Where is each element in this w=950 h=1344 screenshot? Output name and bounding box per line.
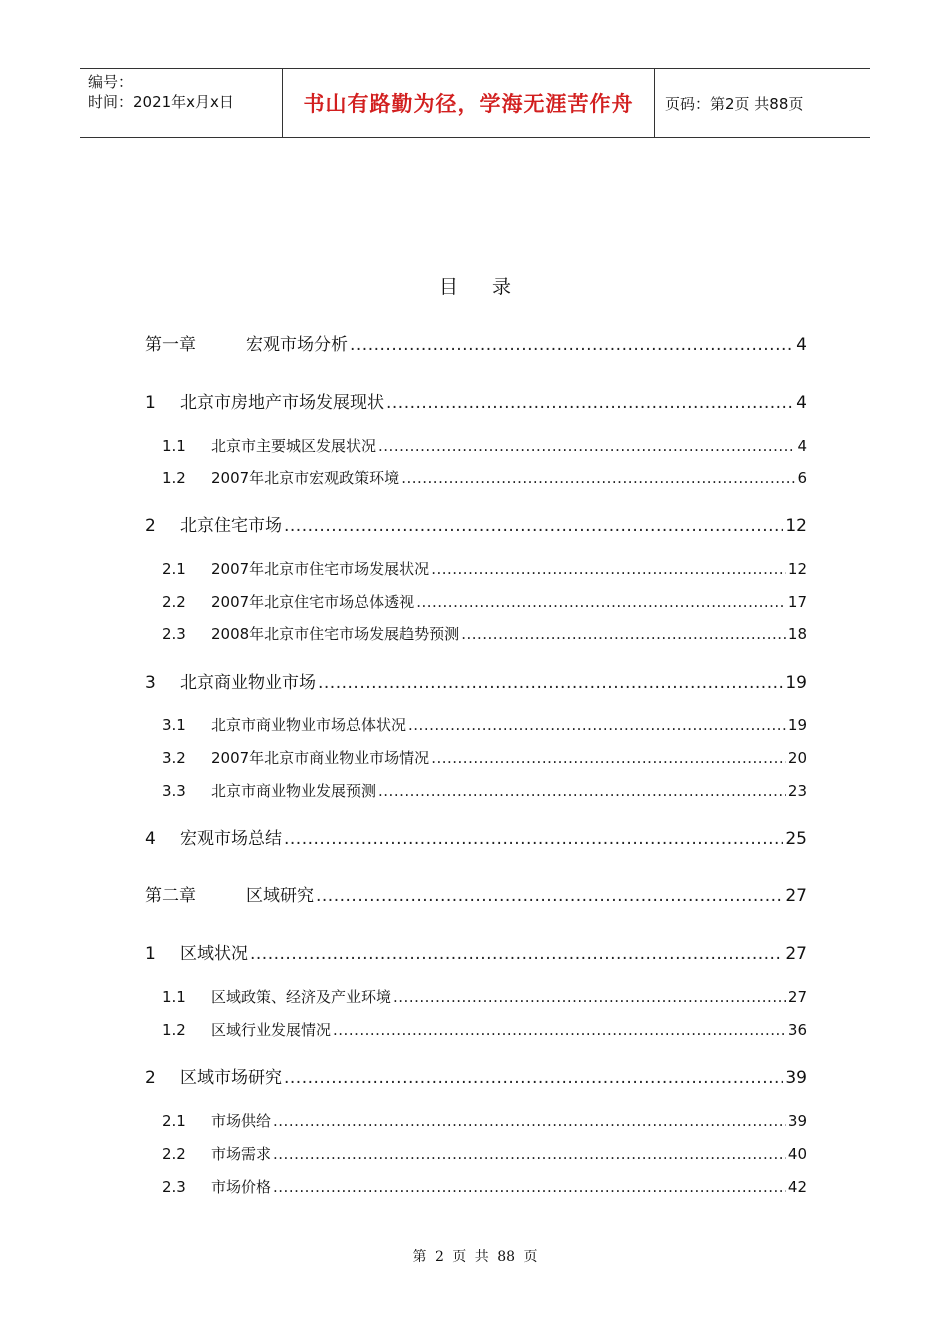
toc-entry-title: 宏观市场总结 — [180, 829, 282, 849]
toc-entry-page: 39 — [785, 1068, 807, 1088]
page-footer: 第 2 页 共 88 页 — [412, 1249, 538, 1265]
toc-entry-page: 39 — [787, 1112, 807, 1130]
toc-entry-title: 北京商业物业市场 — [180, 673, 316, 693]
toc-entry-subsection[interactable] — [145, 1176, 807, 1197]
toc-leader-dots — [250, 944, 783, 964]
toc-title: 目 录 — [438, 276, 526, 298]
toc-leader-dots — [350, 335, 794, 355]
toc-entry-title: 市场需求 — [211, 1145, 272, 1163]
toc-entry-page: 17 — [787, 593, 807, 611]
toc-entry-title: 2007年北京市住宅市场发展状况 — [211, 560, 430, 578]
toc-entry-number: 1.2 — [162, 1021, 186, 1039]
toc-entry-subsection[interactable] — [145, 714, 807, 735]
toc-entry-page: 4 — [796, 393, 807, 413]
toc-leader-dots — [401, 469, 795, 487]
toc-leader-dots — [318, 673, 783, 693]
toc-leader-dots — [393, 988, 786, 1006]
toc-entry-page: 27 — [787, 988, 807, 1006]
toc-entry-title: 北京市房地产市场发展现状 — [180, 393, 384, 413]
toc-entry-number: 2.2 — [162, 593, 186, 611]
toc-entry-number: 3.2 — [162, 749, 186, 767]
toc-entry-section[interactable] — [145, 824, 807, 849]
toc-entry-page: 20 — [787, 749, 807, 767]
toc-entry-title: 区域研究 — [246, 886, 314, 906]
toc-entry-number: 4 — [145, 829, 156, 849]
toc-entry-number: 2.3 — [162, 625, 186, 643]
toc-entry-page: 12 — [787, 560, 807, 578]
toc-entry-page: 12 — [785, 516, 807, 536]
toc-entry-page: 4 — [797, 437, 807, 455]
time-label: 时间：2021年x月x日 — [88, 93, 234, 111]
toc-entry-number: 2.1 — [162, 560, 186, 578]
toc-entry-section[interactable] — [145, 1063, 807, 1088]
header-meta — [80, 69, 282, 137]
toc-entry-subsection[interactable] — [145, 747, 807, 768]
toc-entry-title: 区域状况 — [180, 944, 248, 964]
toc-entry-number: 1.1 — [162, 988, 186, 1006]
toc-entry-section[interactable] — [145, 939, 807, 964]
toc-leader-dots — [378, 437, 795, 455]
toc-entry-page: 19 — [787, 716, 807, 734]
toc-entry-page: 40 — [787, 1145, 807, 1163]
toc-entry-title: 北京市商业物业发展预测 — [211, 782, 377, 800]
toc-entry-chapter-1[interactable] — [145, 330, 807, 355]
toc-entry-number: 3.3 — [162, 782, 186, 800]
toc-entry-title: 市场供给 — [211, 1112, 272, 1130]
toc-entry-number: 第一章 — [145, 335, 196, 355]
toc-leader-dots — [408, 716, 786, 734]
toc-leader-dots — [284, 1068, 783, 1088]
toc-entry-subsection[interactable] — [145, 558, 807, 579]
toc-entry-number: 2.3 — [162, 1178, 186, 1196]
toc-leader-dots — [431, 749, 786, 767]
toc-entry-subsection[interactable] — [145, 623, 807, 644]
toc-entry-number: 2 — [145, 516, 156, 536]
toc-entry-title: 区域市场研究 — [180, 1068, 282, 1088]
toc-entry-subsection[interactable] — [145, 591, 807, 612]
toc-leader-dots — [273, 1145, 786, 1163]
toc-entry-title: 2008年北京市住宅市场发展趋势预测 — [211, 625, 460, 643]
toc-entry-subsection[interactable] — [145, 435, 807, 456]
toc-entry-number: 第二章 — [145, 886, 196, 906]
toc-entry-number: 1 — [145, 393, 156, 413]
toc-entry-page: 18 — [787, 625, 807, 643]
toc-entry-page: 19 — [785, 673, 807, 693]
toc-leader-dots — [431, 560, 786, 578]
toc-entry-number: 1.2 — [162, 469, 186, 487]
toc-entry-title: 2007年北京市商业物业市场情况 — [211, 749, 430, 767]
toc-entry-page: 27 — [785, 886, 807, 906]
toc-entry-title: 区域政策、经济及产业环境 — [211, 988, 392, 1006]
serial-label: 编号： — [88, 73, 134, 91]
toc-leader-dots — [284, 829, 783, 849]
toc-entry-subsection[interactable] — [145, 1019, 807, 1040]
toc-entry-page: 23 — [787, 782, 807, 800]
toc-entry-title: 宏观市场分析 — [246, 335, 348, 355]
toc-entry-section[interactable] — [145, 511, 807, 536]
toc-leader-dots — [316, 886, 783, 906]
toc-entry-subsection[interactable] — [145, 986, 807, 1007]
toc-entry-subsection[interactable] — [145, 780, 807, 801]
toc-leader-dots — [273, 1178, 786, 1196]
toc-entry-number: 2 — [145, 1068, 156, 1088]
toc-entry-page: 6 — [797, 469, 807, 487]
toc-entry-page: 27 — [785, 944, 807, 964]
toc-leader-dots — [273, 1112, 786, 1130]
toc-entry-subsection[interactable] — [145, 467, 807, 488]
toc-entry-page: 4 — [796, 335, 807, 355]
toc-entry-number: 3 — [145, 673, 156, 693]
header-motto: 书山有路勤为径，学海无涯苦作舟 — [282, 69, 655, 137]
toc-leader-dots — [284, 516, 783, 536]
toc-entry-title: 区域行业发展情况 — [211, 1021, 332, 1039]
toc-entry-page: 25 — [785, 829, 807, 849]
toc-entry-title: 北京住宅市场 — [180, 516, 282, 536]
toc-entry-section[interactable] — [145, 668, 807, 693]
toc-entry-chapter-2[interactable] — [145, 881, 807, 906]
toc-entry-page: 36 — [787, 1021, 807, 1039]
toc-leader-dots — [416, 593, 786, 611]
toc-entry-number: 3.1 — [162, 716, 186, 734]
toc-leader-dots — [461, 625, 786, 643]
toc-entry-page: 42 — [787, 1178, 807, 1196]
toc-entry-title: 北京市商业物业市场总体状况 — [211, 716, 407, 734]
header-page-info: 页码：第2页 共88页 — [665, 94, 804, 113]
toc-leader-dots — [333, 1021, 786, 1039]
toc-entry-title: 2007年北京市宏观政策环境 — [211, 469, 400, 487]
toc-leader-dots — [378, 782, 786, 800]
toc-entry-section[interactable] — [145, 388, 807, 413]
toc-entry-title: 北京市主要城区发展状况 — [211, 437, 377, 455]
page-header — [80, 68, 870, 138]
toc-leader-dots — [386, 393, 794, 413]
toc-entry-subsection[interactable] — [145, 1110, 807, 1131]
toc-entry-number: 2.2 — [162, 1145, 186, 1163]
toc-entry-title: 2007年北京住宅市场总体透视 — [211, 593, 415, 611]
toc-entry-title: 市场价格 — [211, 1178, 272, 1196]
toc-entry-number: 1.1 — [162, 437, 186, 455]
toc-entry-number: 2.1 — [162, 1112, 186, 1130]
toc-entry-subsection[interactable] — [145, 1143, 807, 1164]
toc-entry-number: 1 — [145, 944, 156, 964]
